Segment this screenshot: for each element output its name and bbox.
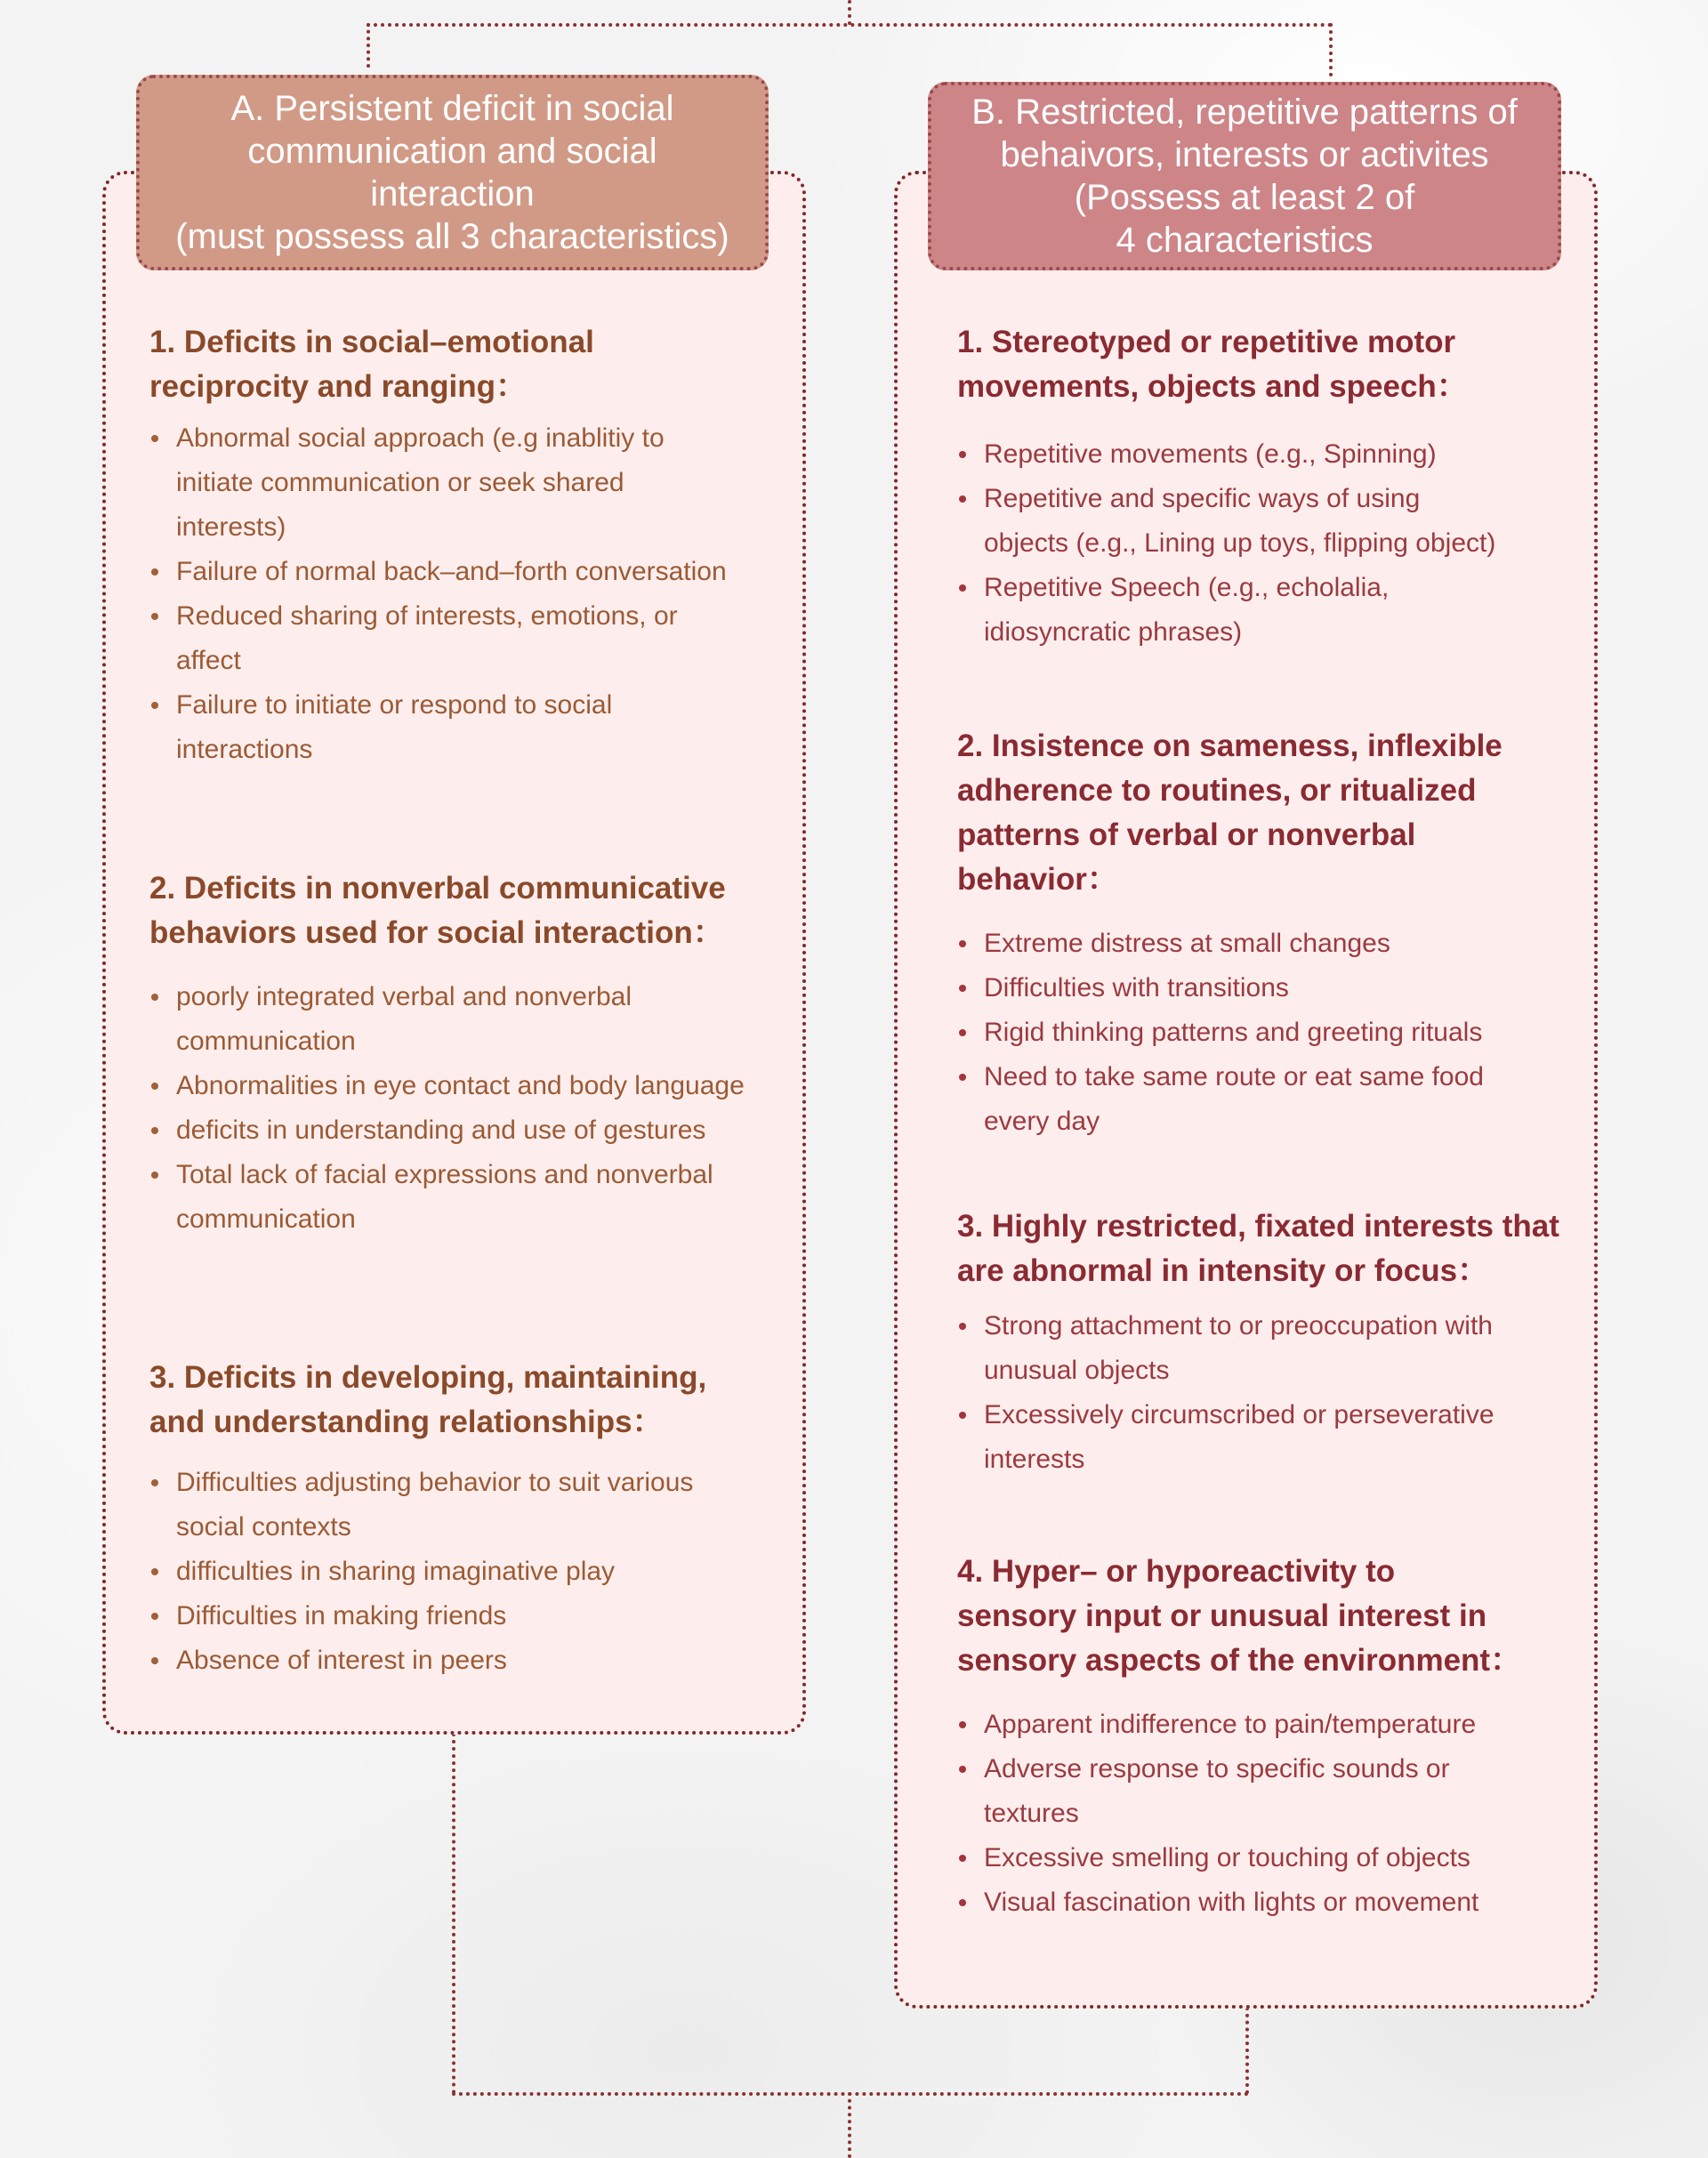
connector-top-left-drop <box>367 23 370 68</box>
section-title-line: 1. Deficits in social–emotional <box>149 325 594 359</box>
connector-bottom-left-drop <box>452 1733 455 2094</box>
list-item <box>957 566 1580 655</box>
list-item-text: Difficulties adjusting behavior to suit various <box>176 1468 694 1497</box>
section-title-line: 1. Stereotyped or repetitive motor <box>957 325 1456 359</box>
header-a-line: A. Persistent deficit in social <box>230 89 674 128</box>
list-item-text: interests) <box>176 512 286 542</box>
list-item <box>957 1393 1580 1482</box>
section-title-line: behavior： <box>957 862 1118 897</box>
section-b1 <box>957 320 1580 655</box>
list-item-text: every day <box>984 1107 1100 1136</box>
list-item <box>149 1594 790 1639</box>
list-item <box>957 1880 1580 1925</box>
section-title <box>957 1204 1580 1293</box>
list-item <box>149 1461 790 1550</box>
list-item <box>957 1747 1580 1836</box>
section-b4 <box>957 1550 1580 1925</box>
list-item-text: social contexts <box>176 1512 351 1542</box>
list-item-text: communication <box>176 1204 356 1234</box>
list-item-text: Excessively circumscribed or perseverative <box>984 1400 1494 1429</box>
list-item-text: affect <box>176 646 241 675</box>
list-item-text: Repetitive Speech (e.g., echolalia, <box>984 573 1390 602</box>
section-title-line: sensory aspects of the environment： <box>957 1643 1522 1678</box>
list-item <box>149 594 790 683</box>
section-title <box>957 724 1580 902</box>
section-title <box>957 320 1580 409</box>
section-title-line: patterns of verbal or nonverbal <box>957 817 1416 852</box>
section-title-line: 2. Insistence on sameness, inflexible <box>957 729 1503 763</box>
section-b3 <box>957 1204 1580 1482</box>
list-item <box>149 416 790 550</box>
list-item-text: Total lack of facial expressions and nonverbal <box>176 1160 713 1189</box>
list-item-text: Visual fascination with lights or movement <box>984 1888 1479 1917</box>
list-item-text: interactions <box>176 735 313 764</box>
section-title-line: 3. Deficits in developing, maintaining, <box>149 1360 707 1395</box>
list-item-text: idiosyncratic phrases) <box>984 617 1243 647</box>
list-item-text: interests <box>984 1445 1085 1474</box>
connector-top-right-drop <box>1329 23 1333 76</box>
section-title-line: 4. Hyper– or hyporeactivity to <box>957 1554 1396 1589</box>
list-item <box>957 922 1580 966</box>
list-item-text: deficits in understanding and use of gestures <box>176 1115 706 1145</box>
section-title-line: adherence to routines, or ritualized <box>957 773 1477 808</box>
list-item <box>149 1108 790 1153</box>
section-title-line: behaviors used for social interaction： <box>149 915 724 950</box>
list-item-text: objects (e.g., Lining up toys, flipping object) <box>984 528 1496 558</box>
list-item-text: Adverse response to specific sounds or <box>984 1754 1450 1784</box>
list-item-text: poorly integrated verbal and nonverbal <box>176 982 632 1011</box>
connector-top-stem <box>848 0 851 25</box>
section-title <box>149 866 790 955</box>
header-a-line: (must possess all 3 characteristics) <box>175 217 729 256</box>
section-title <box>149 320 790 409</box>
list-item-text: Need to take same route or eat same food <box>984 1062 1484 1091</box>
list-item-text: Failure to initiate or respond to social <box>176 690 613 720</box>
list-item-text: Difficulties in making friends <box>176 1601 507 1631</box>
section-a3 <box>149 1356 790 1683</box>
list-item <box>957 477 1580 566</box>
section-title-line: are abnormal in intensity or focus： <box>957 1253 1489 1288</box>
list-item <box>957 1836 1580 1880</box>
connector-bottom-stem <box>848 2092 851 2158</box>
list-item <box>149 975 790 1064</box>
list-item-text: Apparent indifference to pain/temperature <box>984 1710 1477 1739</box>
header-b-line: (Possess at least 2 of <box>1074 178 1415 217</box>
list-item <box>149 1153 790 1242</box>
list-item-text: Repetitive movements (e.g., Spinning) <box>984 439 1437 469</box>
section-title-line: 2. Deficits in nonverbal communicative <box>149 871 726 906</box>
list-item-text: communication <box>176 1027 356 1056</box>
list-item <box>149 683 790 772</box>
header-b-line: B. Restricted, repetitive patterns of <box>971 93 1518 132</box>
list-item-text: Abnormal social approach (e.g inablitiy to <box>176 423 665 453</box>
section-a2 <box>149 866 790 1242</box>
list-item-text: Failure of normal back–and–forth conversation <box>176 557 727 586</box>
list-item <box>957 966 1580 1011</box>
header-a-line: interaction <box>370 174 535 213</box>
list-item-text: Repetitive and specific ways of using <box>984 484 1421 513</box>
list-item-text: Absence of interest in peers <box>176 1646 507 1675</box>
list-item-text: Strong attachment to or preoccupation with <box>984 1311 1493 1341</box>
list-item <box>149 550 790 594</box>
section-a1 <box>149 320 790 772</box>
section-title <box>957 1550 1580 1683</box>
list-item <box>149 1550 790 1594</box>
section-title-line: 3. Highly restricted, fixated interests that <box>957 1209 1559 1244</box>
section-title-line: and understanding relationships： <box>149 1405 664 1439</box>
list-item <box>957 1011 1580 1055</box>
list-item-text: Abnormalities in eye contact and body language <box>176 1071 745 1100</box>
header-b-line: behaivors, interests or activites <box>1000 135 1489 174</box>
section-title-line: movements, objects and speech： <box>957 369 1468 404</box>
list-item <box>957 432 1580 477</box>
header-a-line: communication and social <box>247 132 657 171</box>
list-item <box>149 1639 790 1683</box>
header-b-line: 4 characteristics <box>1116 221 1374 260</box>
list-item-text: textures <box>984 1799 1079 1828</box>
section-title <box>149 1356 790 1445</box>
list-item-text: unusual objects <box>984 1356 1170 1385</box>
list-item-text: difficulties in sharing imaginative play <box>176 1557 616 1586</box>
list-item-text: Extreme distress at small changes <box>984 929 1390 958</box>
header-a <box>136 75 769 270</box>
list-item-text: Reduced sharing of interests, emotions, or <box>176 601 678 631</box>
list-item <box>149 1064 790 1108</box>
list-item <box>957 1304 1580 1393</box>
list-item-text: Excessive smelling or touching of objects <box>984 1843 1470 1872</box>
section-title-line: reciprocity and ranging： <box>149 369 527 404</box>
list-item-text: Rigid thinking patterns and greeting rituals <box>984 1018 1483 1047</box>
connector-top-bar <box>367 23 1333 27</box>
list-item-text: initiate communication or seek shared <box>176 468 624 497</box>
section-title-line: sensory input or unusual interest in <box>957 1598 1487 1633</box>
list-item-text: Difficulties with transitions <box>984 973 1289 1003</box>
connector-bottom-right-drop <box>1245 2007 1249 2094</box>
list-item <box>957 1055 1580 1144</box>
section-b2 <box>957 724 1580 1144</box>
list-item <box>957 1703 1580 1747</box>
header-b <box>928 82 1561 270</box>
